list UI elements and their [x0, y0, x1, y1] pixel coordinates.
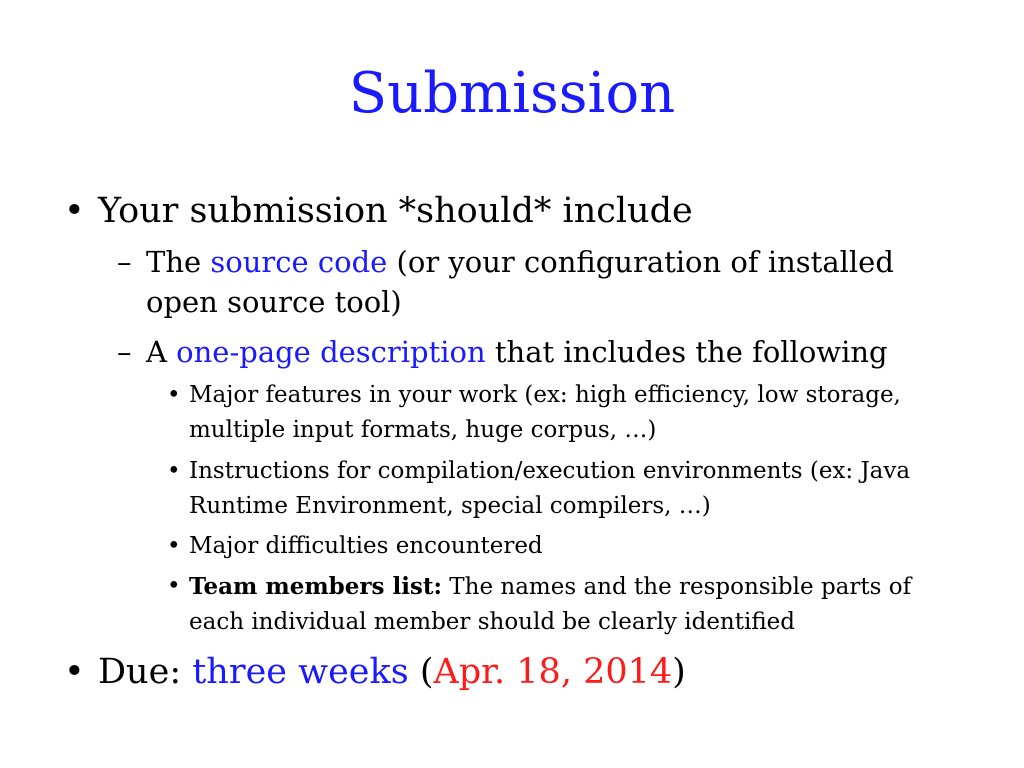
list-item-text: Instructions for compilation/execution environments (ex: Java Runtime Environment, special compilers, …): [189, 458, 911, 519]
paren-open: (: [408, 652, 434, 692]
list-item-difficulties: [167, 529, 967, 564]
bullet-marker: •: [64, 191, 85, 231]
sub-bullet-text: [146, 332, 888, 372]
slide-title: Submission: [348, 61, 676, 126]
bullet-submission-includes: [64, 189, 964, 233]
bullet-marker: •: [167, 458, 181, 484]
sub-bullet-prefix: A: [146, 335, 177, 369]
sub-bullet-prefix: The: [146, 245, 211, 279]
bullet-due-date: [64, 650, 964, 694]
list-item-instructions: [167, 454, 967, 524]
duration-highlight: three weeks: [192, 652, 409, 692]
due-text: [98, 650, 686, 694]
sub-bullet-text: [146, 242, 917, 322]
bullet-text: Your submission *should* include: [98, 191, 693, 231]
due-date: Apr. 18, 2014: [433, 652, 673, 692]
team-members-text: The names and the responsible parts of each individual member should be clearly identified: [189, 574, 912, 635]
list-item-text: Major features in your work (ex: high efficiency, low storage, multiple input formats, huge corpus, …): [189, 382, 901, 443]
list-item-major-features: [167, 378, 967, 448]
list-item-text: [189, 569, 959, 640]
team-members-label: Team members list:: [189, 573, 442, 600]
one-page-description-highlight: one-page description: [176, 335, 486, 369]
bullet-marker: •: [167, 573, 181, 599]
source-code-highlight: source code: [210, 245, 388, 279]
list-item-text: Major difficulties encountered: [189, 533, 543, 559]
due-label: Due:: [98, 652, 193, 692]
sub-bullet-source-code: [117, 242, 917, 322]
bullet-marker: •: [64, 652, 85, 692]
list-item-team-members: [167, 569, 967, 640]
bullet-marker: •: [167, 382, 181, 408]
sub-bullet-suffix: (or your configuration of installed open source tool): [146, 245, 894, 319]
paren-close: ): [672, 652, 686, 692]
sub-bullet-suffix: that includes the following: [485, 335, 888, 369]
dash-marker: –: [117, 245, 132, 279]
dash-marker: –: [117, 335, 132, 369]
bullet-marker: •: [167, 533, 181, 559]
sub-bullet-description: [117, 332, 957, 372]
